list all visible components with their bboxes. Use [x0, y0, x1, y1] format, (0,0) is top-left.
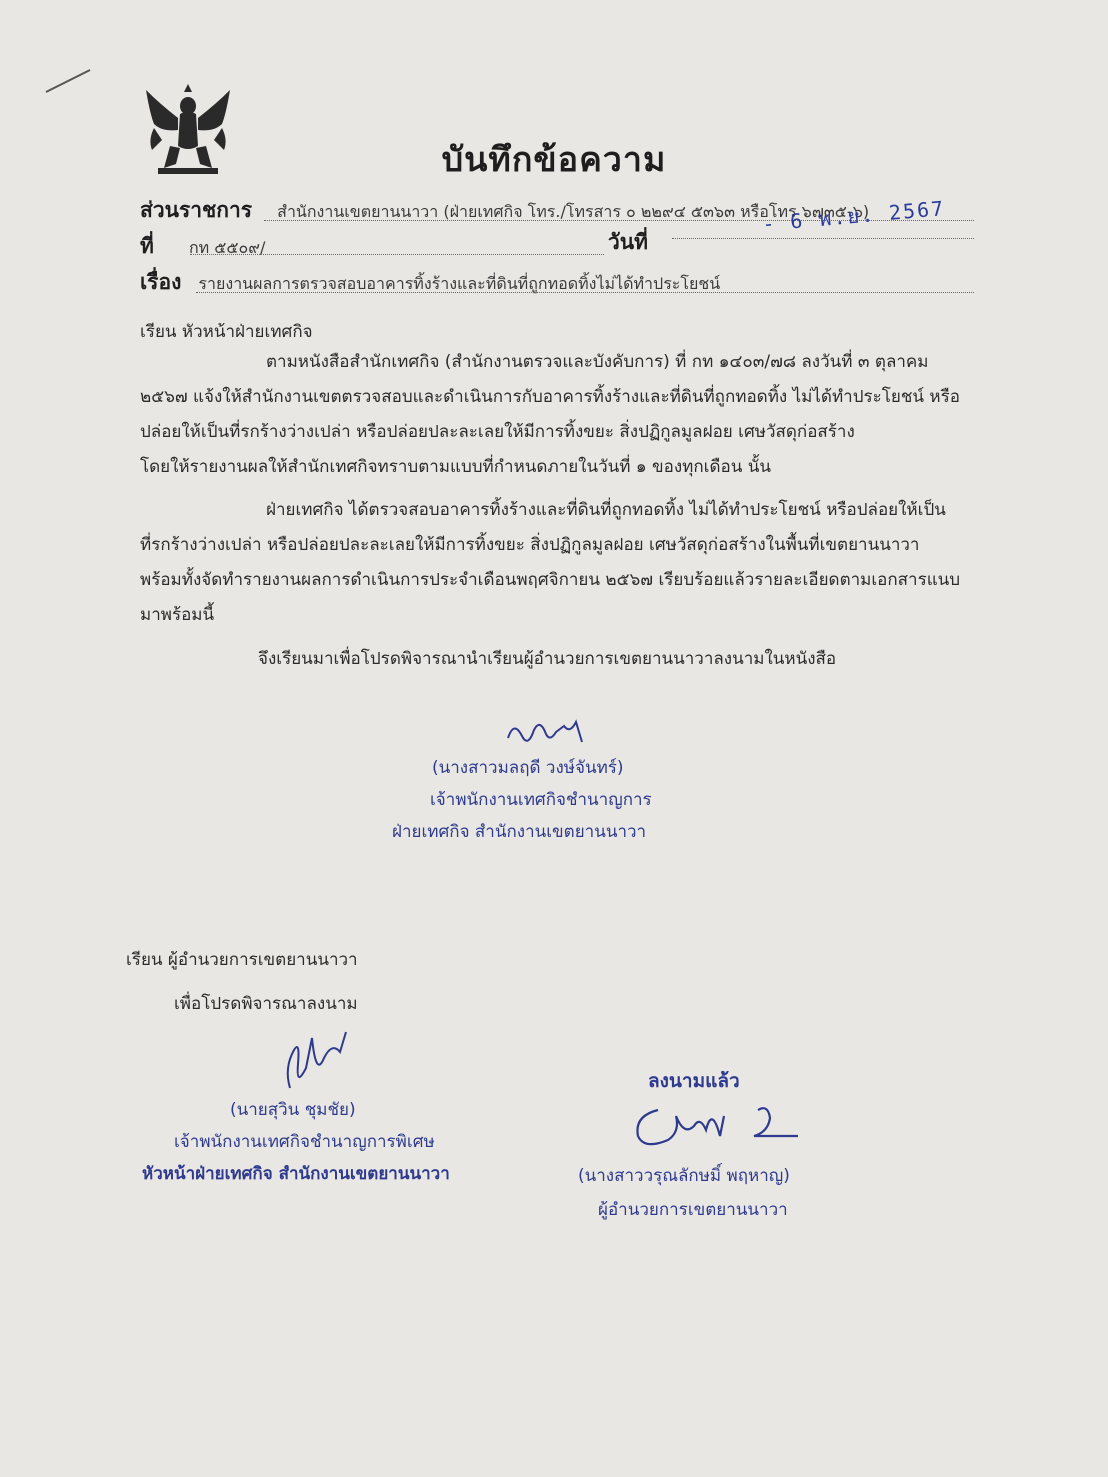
signer-2-unit: หัวหน้าฝ่ายเทศกิจ สำนักงานเขตยานนาวา [142, 1164, 450, 1184]
department-label: ส่วนราชการ [140, 198, 253, 222]
para1-line4: โดยให้รายงานผลให้สำนักเทศกิจทราบตามแบบที่กำหนดภายในวันที่ ๑ ของทุกเดือน นั้น [140, 457, 772, 477]
subject-label: เรื่อง [140, 270, 182, 294]
signature-1-icon [504, 712, 594, 752]
reference-dotline [190, 254, 604, 255]
para2-line3: พร้อมทั้งจัดทำรายงานผลการดำเนินการประจำเดือนพฤศจิกายน ๒๕๖๗ เรียบร้อยแล้วรายละเอียดตามเอกสารแนบ [140, 570, 961, 590]
signature-3-icon [628, 1096, 808, 1154]
para2-line1: ฝ่ายเทศกิจ ได้ตรวจสอบอาคารทิ้งร้างและที่ดินที่ถูกทอดทิ้ง ไม่ได้ทำประโยชน์ หรือปล่อยให้เป็น [266, 500, 946, 520]
reference-label: ที่ [140, 234, 154, 258]
para1-line2: ๒๕๖๗ แจ้งให้สำนักงานเขตตรวจสอบและดำเนินการกับอาคารทิ้งร้างและที่ดินที่ถูกทอดทิ้ง ไม่ได้ทำประโยชน์ หรือ [140, 387, 960, 407]
para1-line3: ปล่อยให้เป็นที่รกร้างว่างเปล่า หรือปล่อยปละละเลยให้มีการทิ้งขยะ สิ่งปฏิกูลมูลฝอย เศษวัสดุก่อสร้าง [140, 422, 855, 442]
signature-2-icon [276, 1028, 366, 1098]
forward-to: เรียน ผู้อำนวยการเขตยานนาวา [126, 950, 358, 970]
department-row [140, 194, 869, 227]
closing-line: จึงเรียนมาเพื่อโปรดพิจารณานำเรียนผู้อำนวยการเขตยานนาวาลงนามในหนังสือ [258, 649, 837, 669]
date-label: วันที่ [608, 230, 648, 254]
forward-purpose: เพื่อโปรดพิจารณาลงนาม [174, 994, 358, 1014]
reference-value: กท ๕๕๐๙/ [188, 238, 266, 257]
reference-row [140, 230, 265, 263]
para1-line1: ตามหนังสือสำนักเทศกิจ (สำนักงานตรวจและบังคับการ) ที่ กท ๑๔๐๓/๗๘ ลงวันที่ ๓ ตุลาคม [266, 352, 929, 372]
para2-line4: มาพร้อมนี้ [140, 605, 215, 625]
signer-1-name: (นางสาวมลฤดี วงษ์จันทร์) [432, 758, 624, 778]
signer-2-name: (นายสุวิน ชุมชัย) [230, 1100, 356, 1120]
signer-3-position: ผู้อำนวยการเขตยานนาวา [598, 1200, 788, 1220]
signer-1-unit: ฝ่ายเทศกิจ สำนักงานเขตยานนาวา [392, 822, 647, 842]
signer-2-position: เจ้าพนักงานเทศกิจชำนาญการพิเศษ [174, 1132, 435, 1152]
para2-line2: ที่รกร้างว่างเปล่า หรือปล่อยปละละเลยให้มีการทิ้งขยะ สิ่งปฏิกูลมูลฝอย เศษวัสดุก่อสร้างในพื้นที่เขตยานนาวา [140, 535, 920, 555]
subject-row [140, 266, 720, 299]
signer-3-name: (นางสาววรุณลักษมิ์ พฤหาญ) [578, 1166, 790, 1186]
date-stamp: - 6 พ.ย. 2567 [761, 196, 947, 236]
date-row [608, 226, 648, 259]
approved-label: ลงนามแล้ว [648, 1070, 740, 1092]
memo-title: บันทึกข้อความ [441, 140, 667, 180]
signer-1-position: เจ้าพนักงานเทศกิจชำนาญการ [430, 790, 652, 810]
salutation: เรียน หัวหน้าฝ่ายเทศกิจ [140, 322, 313, 342]
pen-stroke-mark [44, 66, 94, 96]
subject-value: รายงานผลการตรวจสอบอาคารทิ้งร้างและที่ดินที่ถูกทอดทิ้งไม่ได้ทำประโยชน์ [198, 274, 721, 293]
department-value: สำนักงานเขตยานนาวา (ฝ่ายเทศกิจ โทร./โทรสาร ๐ ๒๒๙๔ ๕๓๖๓ หรือโทร ๖๗๓๕-๖) [277, 202, 870, 221]
subject-dotline [196, 292, 974, 293]
date-dotline [672, 238, 974, 239]
